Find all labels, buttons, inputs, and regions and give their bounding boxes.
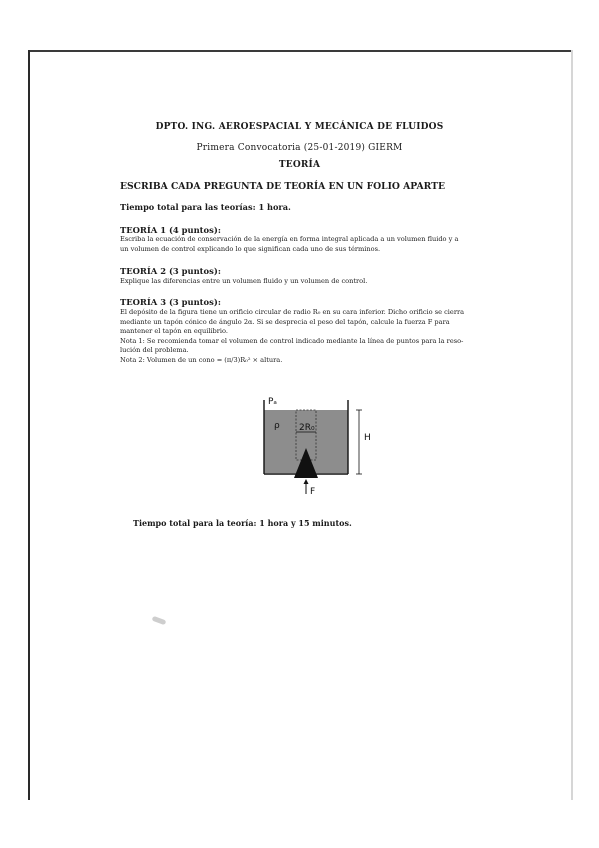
scan-border-top: [28, 50, 573, 52]
label-height: H: [364, 433, 371, 443]
exam-session: Primera Convocatoria (25-01-2019) GIERM: [196, 143, 403, 153]
question-3-line: El depósito de la figura tiene un orificio circular de radio R₀ en su cara inferior. Dicho orificio se cierra: [120, 308, 465, 316]
question-2-title: TEORÍA 2 (3 puntos):: [120, 266, 221, 276]
label-density: ρ: [274, 421, 280, 431]
question-2-line: Explique las diferencias entre un volumen fluido y un volumen de control.: [120, 277, 368, 285]
scan-smudge: [152, 616, 167, 625]
label-force: F: [310, 487, 316, 497]
tank-diagram: [258, 390, 388, 500]
question-1-body: [120, 235, 515, 254]
time-total-theories: Tiempo total para las teorías: 1 hora.: [120, 202, 291, 212]
question-1-line: Escriba la ecuación de conservación de la energía en forma integral aplicada a un volumen fluido y a: [120, 235, 459, 243]
question-1-title: TEORÍA 1 (4 puntos):: [120, 225, 221, 235]
total-time-footer: Tiempo total para la teoría: 1 hora y 15 minutos.: [133, 518, 352, 528]
question-3-body: [120, 308, 515, 366]
question-3-line: mediante un tapón cónico de ángulo 2α. Si se desprecia el peso del tapón, calcule la fuerza F para: [120, 317, 450, 326]
question-3-line: mantener el tapón en equilibrio.: [120, 327, 228, 336]
question-3-line: lución del problema.: [120, 346, 189, 355]
question-2-body: [120, 277, 515, 287]
question-3-line: Nota 2: Volumen de un cono = (π/3)R₀² × altura.: [120, 355, 283, 364]
label-orifice: 2R₀: [299, 423, 315, 433]
question-1-line: un volumen de control explicando lo que significan cada uno de sus términos.: [120, 244, 381, 253]
force-arrow-head: [304, 479, 309, 484]
question-3-line: Nota 1: Se recomienda tomar el volumen de control indicado mediante la línea de puntos para la reso-: [120, 336, 464, 345]
department-heading: DPTO. ING. AEROESPACIAL Y MECÁNICA DE FLUIDOS: [155, 122, 444, 132]
section-title: TEORÍA: [278, 160, 321, 170]
instruction-line: ESCRIBA CADA PREGUNTA DE TEORÍA EN UN FOLIO APARTE: [120, 181, 445, 192]
label-pressure: Pₐ: [268, 397, 277, 407]
question-3-title: TEORÍA 3 (3 puntos):: [120, 297, 221, 307]
